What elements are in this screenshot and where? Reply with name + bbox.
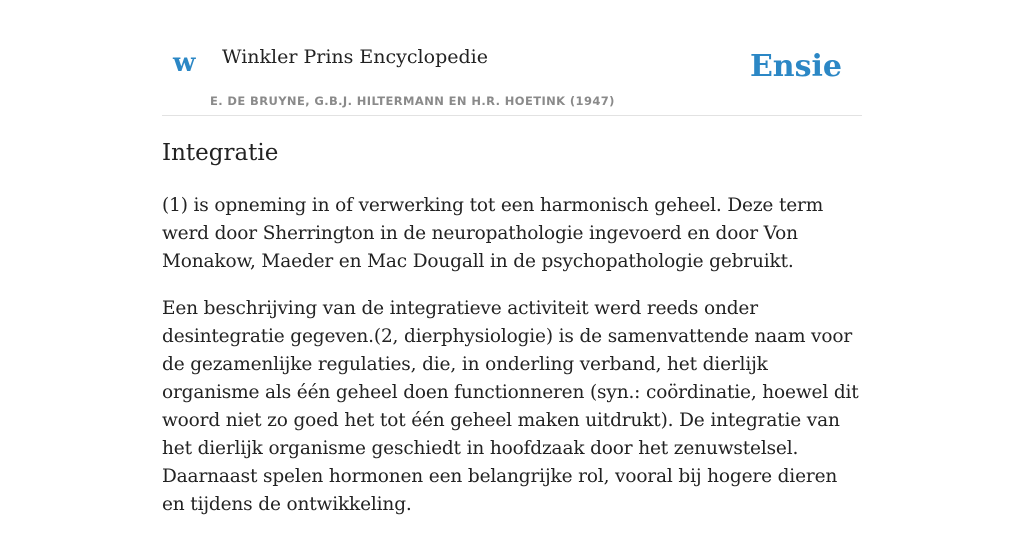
- article: [162, 140, 862, 538]
- encyclopedia-logo[interactable]: w: [173, 48, 196, 78]
- article-paragraph-2: Een beschrijving van de integratieve activiteit werd reeds onder desintegratie gegeven.(2, dierphysiologie) is de samenvattende naam voor de gezamenlijke regulaties, die, in onderling verband, het dierlijk organisme als één geheel doen functionneren (syn.: coördinatie, hoewel dit woord niet zo goed het tot één geheel maken uitdrukt). De integratie van het dierlijk organisme geschiedt in hoofdzaak door het zenuwstelsel. Daarnaast spelen hormonen een belangrijke rol, vooral bij hogere dieren en tijdens de ontwikkeling.: [162, 297, 859, 515]
- article-title: Integratie: [162, 140, 279, 166]
- page-container: [162, 0, 862, 515]
- encyclopedia-authors: E. DE BRUYNE, G.B.J. HILTERMANN EN H.R. HOETINK (1947): [210, 94, 615, 108]
- article-paragraph-1: (1) is opneming in of verwerking tot een harmonisch geheel. Deze term werd door Sherrington in de neuropathologie ingevoerd en door Von Monakow, Maeder en Mac Dougall in de psychopathologie gebruikt.: [162, 194, 824, 272]
- ensie-brand-logo[interactable]: Ensie: [749, 49, 842, 84]
- site-header: [162, 0, 862, 116]
- encyclopedia-title-link[interactable]: Winkler Prins Encyclopedie: [222, 46, 488, 68]
